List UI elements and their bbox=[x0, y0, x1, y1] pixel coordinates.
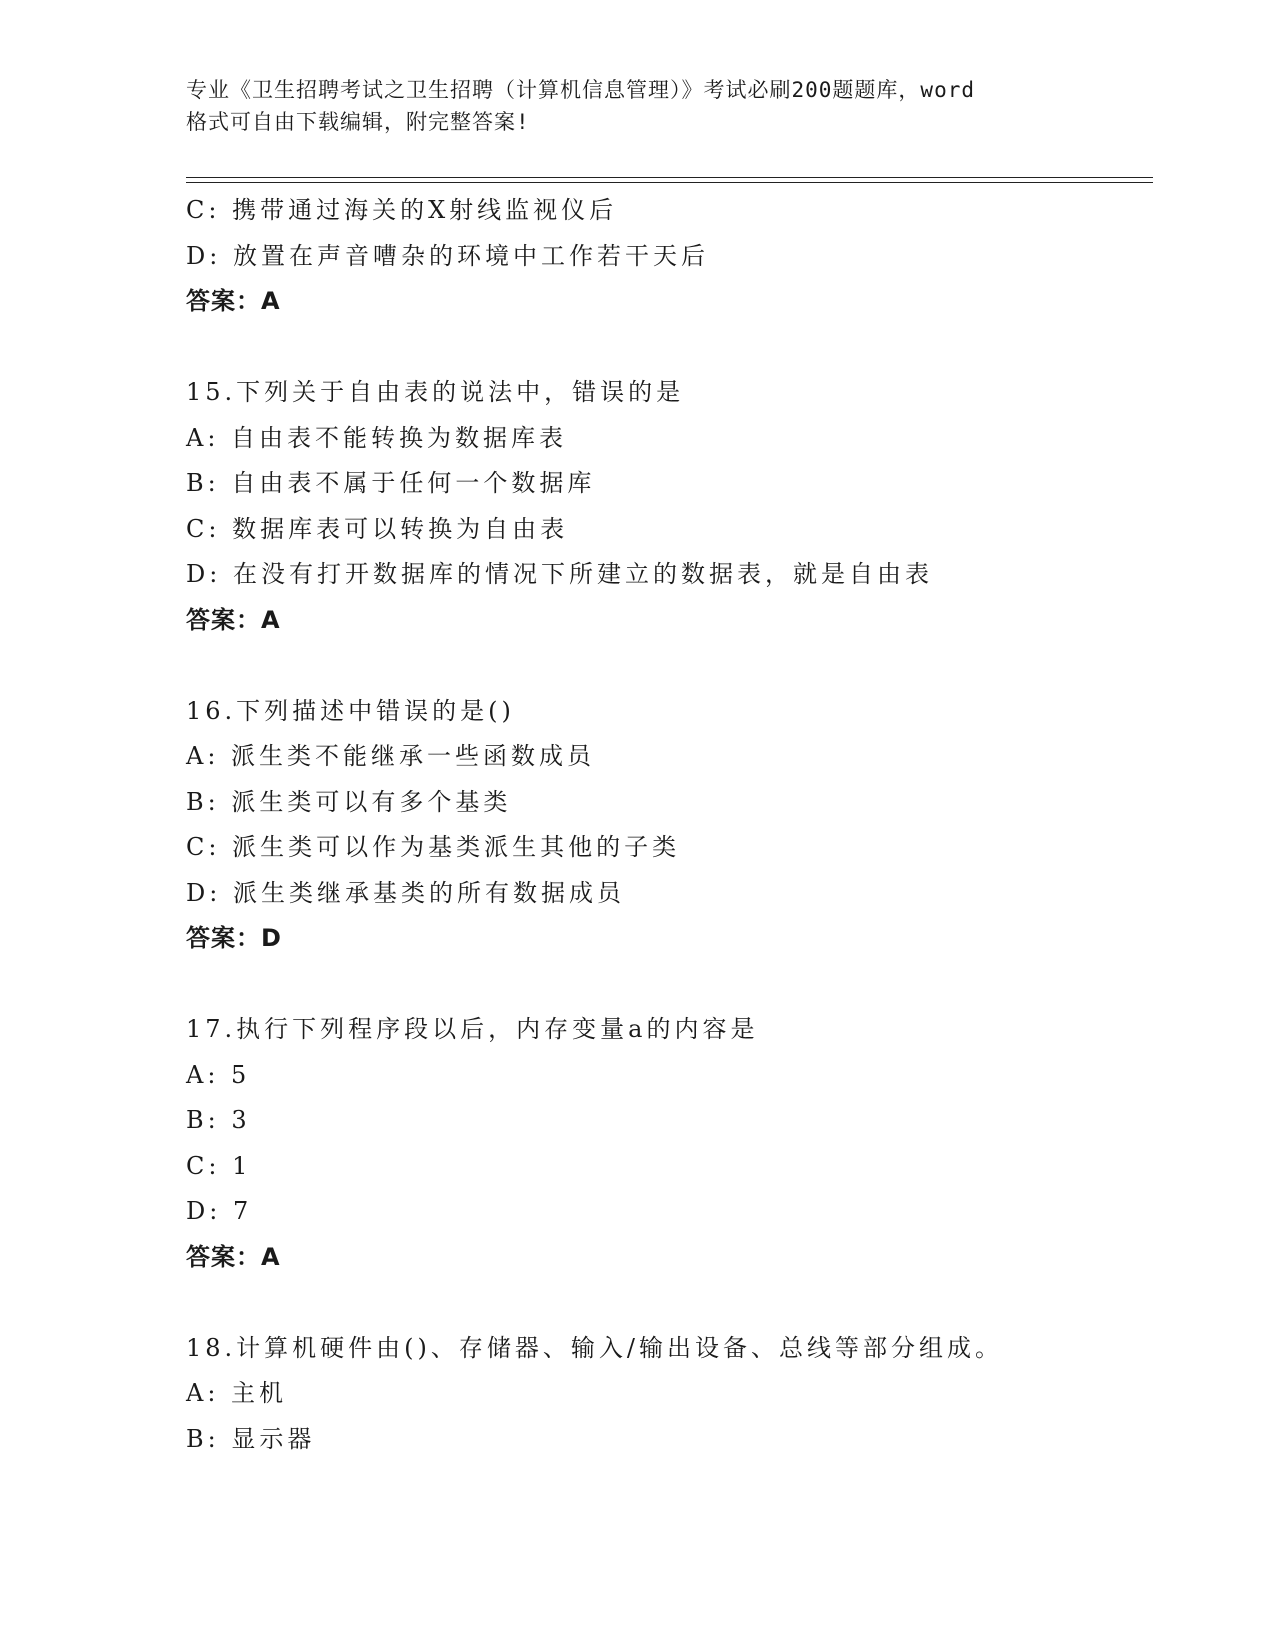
option-c: C: 1 bbox=[186, 1151, 252, 1180]
option-b: B: 3 bbox=[186, 1106, 251, 1134]
header-line-2: 格式可自由下载编辑，附完整答案! bbox=[186, 110, 530, 134]
question-list bbox=[186, 188, 1146, 1462]
spacer bbox=[186, 1280, 1146, 1326]
option-a: A: 主机 bbox=[186, 1379, 288, 1407]
question-stem: 15.下列关于自由表的说法中，错误的是 bbox=[186, 378, 685, 406]
option-c: C: 数据库表可以转换为自由表 bbox=[186, 514, 569, 543]
question-block-15 bbox=[186, 370, 1146, 643]
question-stem: 18.计算机硬件由()、存储器、输入/输出设备、总线等部分组成。 bbox=[186, 1333, 1003, 1362]
page-header bbox=[186, 74, 1086, 138]
answer-label: 答案：A bbox=[186, 605, 281, 634]
option-a: A: 自由表不能转换为数据库表 bbox=[186, 423, 568, 452]
spacer bbox=[186, 325, 1146, 371]
option-c: C: 派生类可以作为基类派生其他的子类 bbox=[186, 833, 681, 861]
question-stem: 16.下列描述中错误的是() bbox=[186, 696, 515, 725]
answer-label: 答案：D bbox=[186, 924, 282, 952]
answer-label: 答案：A bbox=[186, 1242, 281, 1271]
question-block-16 bbox=[186, 689, 1146, 962]
question-block-18 bbox=[186, 1326, 1146, 1463]
question-block-17 bbox=[186, 1007, 1146, 1280]
question-block-14 bbox=[186, 188, 1146, 325]
option-d: D: 派生类继承基类的所有数据成员 bbox=[186, 878, 625, 907]
answer-label: 答案：A bbox=[186, 287, 281, 315]
question-stem: 17.执行下列程序段以后，内存变量a的内容是 bbox=[186, 1015, 759, 1043]
option-d: D: 放置在声音嘈杂的环境中工作若干天后 bbox=[186, 241, 709, 270]
option-b: B: 派生类可以有多个基类 bbox=[186, 787, 512, 816]
spacer bbox=[186, 643, 1146, 689]
header-line-1: 专业《卫生招聘考试之卫生招聘（计算机信息管理）》考试必刷200题题库，word bbox=[186, 78, 975, 102]
option-a: A: 派生类不能继承一些函数成员 bbox=[186, 742, 596, 770]
option-c: C: 携带通过海关的X射线监视仪后 bbox=[186, 196, 618, 224]
option-d: D: 在没有打开数据库的情况下所建立的数据表，就是自由表 bbox=[186, 560, 933, 588]
option-d: D: 7 bbox=[186, 1197, 253, 1225]
option-b: B: 显示器 bbox=[186, 1424, 316, 1453]
spacer bbox=[186, 962, 1146, 1008]
header-divider bbox=[186, 177, 1153, 183]
option-b: B: 自由表不属于任何一个数据库 bbox=[186, 469, 596, 497]
option-a: A: 5 bbox=[186, 1060, 251, 1089]
